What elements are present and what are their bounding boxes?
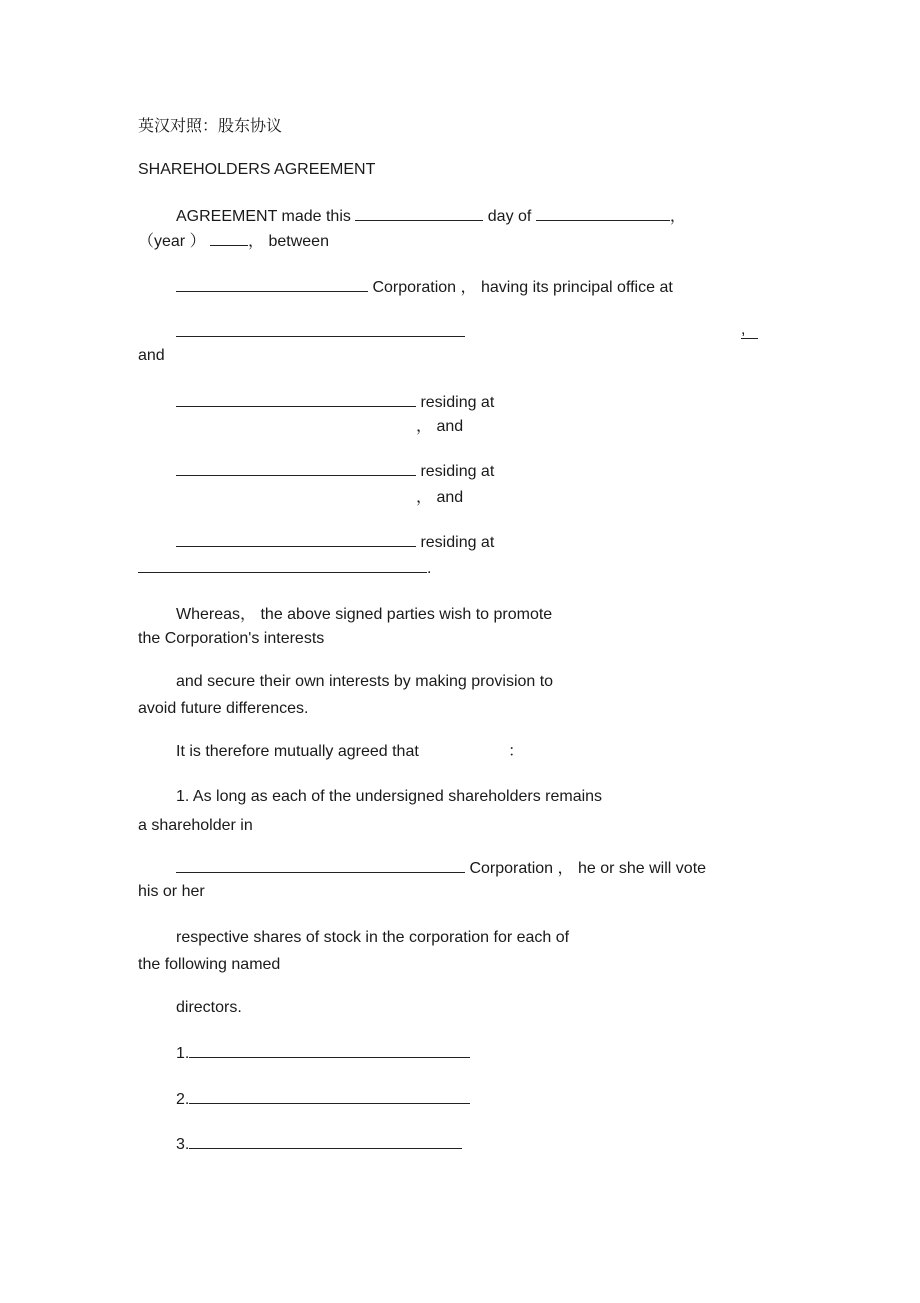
title-english: SHAREHOLDERS AGREEMENT (138, 161, 376, 178)
shareholder-2-and: ， and (416, 489, 464, 506)
intro-comma: ， (669, 208, 686, 225)
clause-1-line-1: 1. As long as each of the undersigned shareholders remains (176, 788, 603, 805)
corporation-line (176, 277, 673, 298)
shareholder-3-line (176, 532, 494, 553)
intro-line-2 (138, 231, 329, 252)
director-3-number: 3. (176, 1136, 190, 1153)
clause-1-line-7: directors. (176, 999, 242, 1016)
whereas-line-1: Whereas， the above signed parties wish to promote (176, 606, 553, 623)
clause-1-corporation-label: Corporation ， (469, 860, 574, 877)
title-chinese: 英汉对照：股东协议 (138, 116, 283, 135)
between: ， between (248, 233, 329, 250)
clause-1-line-6: the following named (138, 956, 281, 973)
director-3-blank (189, 1134, 462, 1149)
shareholder-2-line (176, 461, 494, 482)
year-label: （year ） (138, 233, 206, 250)
shareholder-2-blank (176, 461, 416, 476)
clause-1-line-2: a shareholder in (138, 817, 253, 834)
trailing-comma-mark: , (741, 321, 746, 338)
trailing-comma (741, 320, 758, 339)
director-2 (176, 1089, 470, 1110)
shareholder-3-blank (176, 532, 416, 547)
shareholder-1-and: ， and (416, 418, 464, 435)
date-blank (355, 206, 483, 221)
director-2-blank (189, 1089, 470, 1104)
residing-at-2: residing at (420, 463, 495, 480)
year-blank (210, 231, 248, 246)
whereas-line-4: avoid future differences. (138, 700, 309, 717)
whereas-line-3: and secure their own interests by making provision to (176, 673, 554, 690)
therefore-line: It is therefore mutually agreed that (176, 743, 419, 760)
residing-at-3: residing at (420, 534, 495, 551)
clause-1-vote: he or she will vote (577, 860, 707, 877)
corporation-name-blank (176, 277, 368, 292)
and-1: and (138, 347, 165, 364)
clause-1-line-4: his or her (138, 883, 205, 900)
residing-at-1: residing at (420, 394, 495, 411)
clause-1-line-5: respective shares of stock in the corporation for each of (176, 929, 570, 946)
period: . (427, 560, 432, 577)
shareholder-1-blank (176, 392, 416, 407)
director-1-blank (189, 1043, 470, 1058)
therefore-colon: ： (508, 743, 525, 760)
shareholder-3-address (138, 558, 431, 579)
principal-office-line (176, 322, 465, 343)
corporation-label: Corporation ， (372, 279, 477, 296)
whereas-line-2: the Corporation's interests (138, 630, 325, 647)
clause-1-corporation-blank (176, 858, 465, 873)
clause-1-corporation-line (176, 858, 706, 879)
month-blank (536, 206, 670, 221)
director-3 (176, 1134, 462, 1155)
intro-line-1 (176, 206, 686, 227)
director-2-number: 2. (176, 1091, 190, 1108)
director-1-number: 1. (176, 1045, 190, 1062)
director-1 (176, 1043, 470, 1064)
shareholder-3-address-blank (138, 558, 427, 573)
day-of: day of (487, 208, 532, 225)
shareholder-1-line (176, 392, 494, 413)
principal-office-label: having its principal office at (480, 279, 673, 296)
agreement-made-this: AGREEMENT made this (176, 208, 351, 225)
principal-office-blank (176, 322, 465, 337)
